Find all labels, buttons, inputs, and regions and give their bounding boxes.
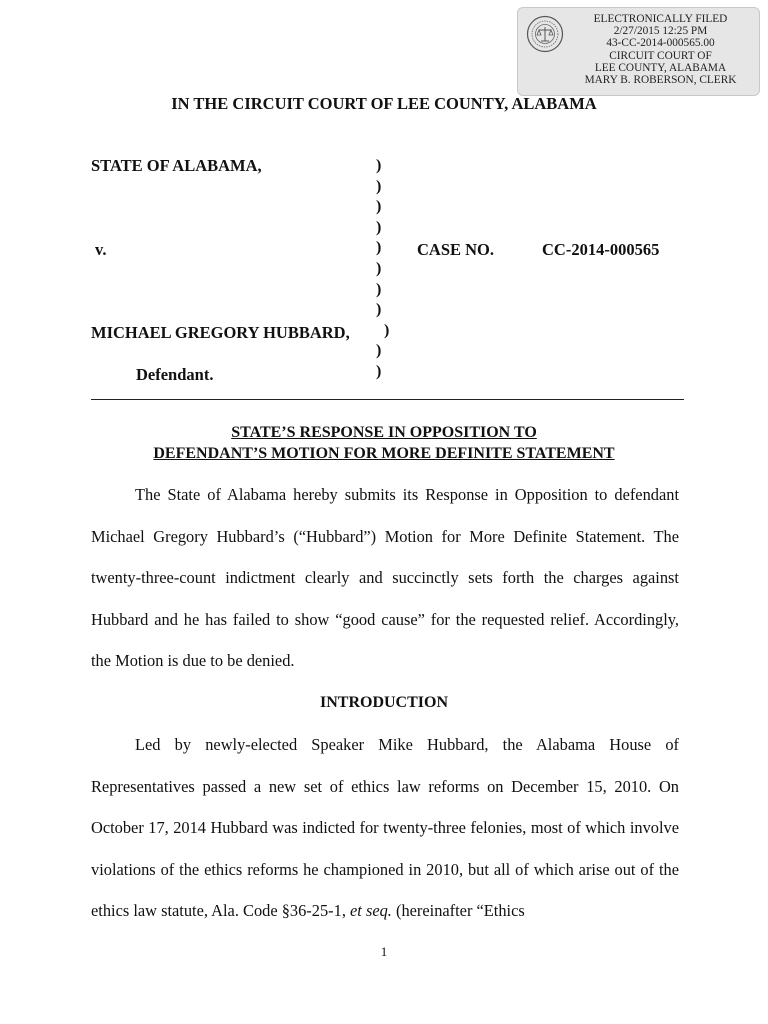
opening-paragraph (91, 474, 679, 682)
caption-paren: ) (376, 259, 382, 277)
caption-paren: ) (376, 342, 382, 360)
document-title-line1: STATE’S RESPONSE IN OPPOSITION TO (231, 424, 537, 441)
court-title: IN THE CIRCUIT COURT OF LEE COUNTY, ALABAMA (171, 94, 597, 113)
caption-paren: ) (376, 157, 382, 174)
citation-italic: et seq. (350, 901, 392, 920)
caption-parentheses (376, 156, 389, 383)
court-seal-icon (526, 15, 564, 53)
case-number: CC-2014-000565 (542, 240, 660, 259)
filing-stamp (517, 7, 760, 96)
paragraph-text: The State of Alabama hereby submits its Response in Opposition to defendant Michael Gregory Hubbard’s (91, 485, 679, 546)
plaintiff-name: STATE OF ALABAMA, (91, 156, 262, 175)
caption-paren: ) (376, 362, 382, 380)
caption-paren: ) (376, 301, 382, 319)
caption-paren: ) (376, 218, 382, 236)
stamp-line: ELECTRONICALLY FILED (593, 13, 728, 25)
caption-paren: ) (376, 177, 382, 195)
stamp-line: LEE COUNTY, ALABAMA (594, 61, 727, 74)
paragraph-text: Led by newly-elected Speaker Mike Hubbard, the Alabama House of Representatives passed a new set of ethics law reforms on December 15, 2010. On October 17, 2014 Hubbard was indicted for twenty-three felonies, most of which involve violations of the ethics reforms he championed in 2010, but all of which arise out of the ethics law statute, Ala. Code §36-25-1, (91, 735, 679, 920)
paragraph-text: (hereinafter “Ethics (391, 901, 525, 920)
caption-paren: ) (376, 280, 382, 298)
document-title-line2: DEFENDANT’S MOTION FOR MORE DEFINITE STATEMENT (153, 445, 615, 462)
caption-paren: ) (384, 321, 390, 339)
paragraph-text: (“Hubbard”) Motion for More Definite (293, 526, 568, 546)
defendant-name: MICHAEL GREGORY HUBBARD, (91, 323, 350, 342)
section-heading: INTRODUCTION (319, 694, 448, 711)
versus-label: v. (95, 240, 107, 259)
stamp-line: CIRCUIT COURT OF (609, 49, 712, 62)
stamp-line: 43-CC-2014-000565.00 (606, 37, 715, 50)
introduction-paragraph (91, 724, 679, 932)
caption-paren: ) (376, 239, 382, 257)
stamp-text (562, 13, 759, 86)
paragraph-text: Statement. The twenty-three-count indictment clearly and succinctly sets forth the charges against Hubbard and he has failed to show “good cause” for the requested relief. Accordingly, the Motion is due to be denied. (91, 526, 679, 670)
defendant-label: Defendant. (136, 365, 214, 384)
stamp-line: MARY B. ROBERSON, CLERK (584, 74, 737, 87)
caption-divider (91, 399, 684, 400)
case-number-label: CASE NO. (417, 240, 495, 259)
stamp-line: 2/27/2015 12:25 PM (613, 25, 708, 38)
page-number: 1 (380, 944, 388, 959)
caption-paren: ) (376, 198, 382, 216)
